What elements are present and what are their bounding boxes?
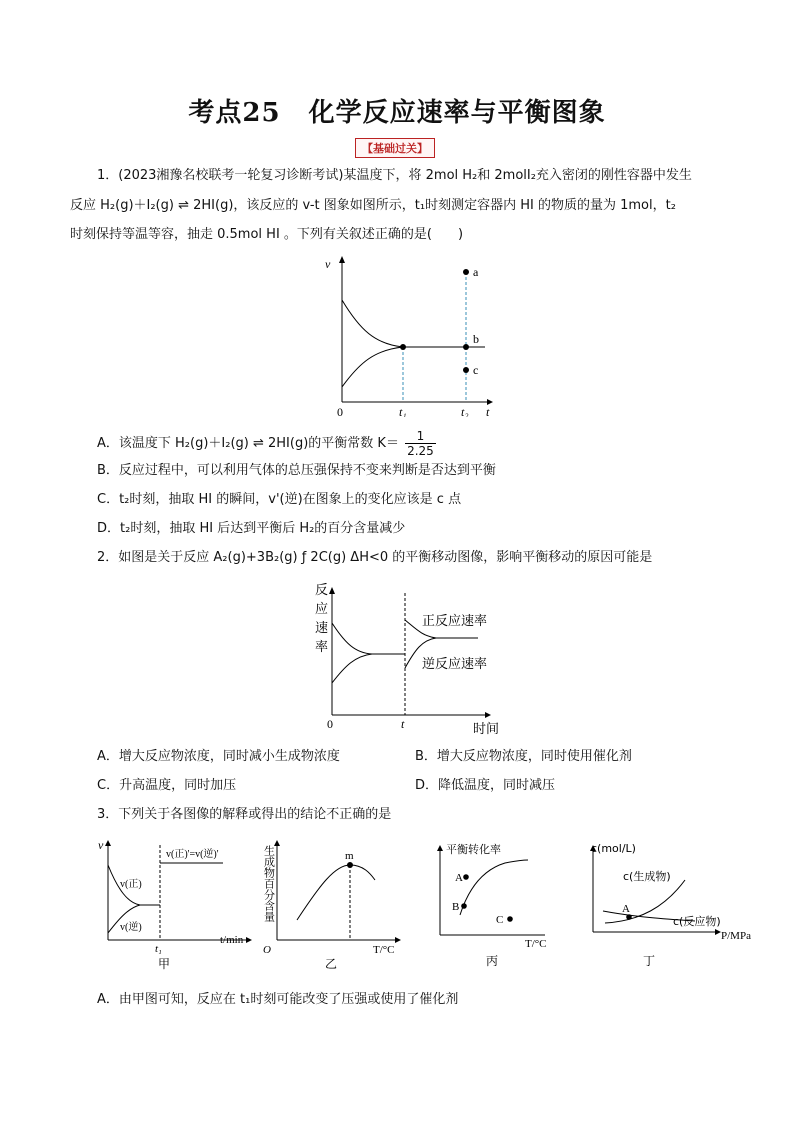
bing-curve bbox=[460, 860, 528, 915]
q2-reverse-before bbox=[332, 654, 372, 683]
q1-fraction-num: 1 bbox=[405, 429, 436, 444]
q2-option-c: C．升高温度，同时加压 bbox=[97, 778, 237, 793]
q1-reverse-curve bbox=[342, 347, 403, 387]
q3-option-a: A．由甲图可知，反应在 t₁时刻可能改变了压强或使用了催化剂 bbox=[97, 992, 459, 1007]
q1-line3: 时刻保持等温等容，抽走 0.5mol HI 。下列有关叙述正确的是( ) bbox=[70, 227, 464, 242]
q2-y-arrow bbox=[329, 587, 335, 594]
bing-b-label: B bbox=[452, 901, 460, 913]
q1-t1-label: t₁ bbox=[399, 405, 407, 417]
q1-label-a: a bbox=[473, 265, 479, 279]
q2-option-d: D．降低温度，同时减压 bbox=[415, 778, 556, 793]
jia-v-label: v bbox=[98, 838, 104, 852]
bing-c-label: C bbox=[496, 914, 504, 926]
bing-point-b bbox=[461, 903, 467, 909]
q2-x-label: 时间 bbox=[473, 721, 500, 736]
bing-caption: 丙 bbox=[486, 954, 499, 968]
q2-ylabel-1: 反 bbox=[315, 582, 329, 597]
ding-product-label: c(生成物) bbox=[623, 870, 671, 883]
q2-origin: 0 bbox=[327, 717, 333, 731]
jia-x-arrow bbox=[246, 937, 252, 943]
q1-option-a-text: A．该温度下 H₂(g)＋I₂(g) ⇌ 2HI(g)的平衡常数 K＝ bbox=[97, 436, 399, 451]
ding-point-a bbox=[626, 914, 632, 920]
q1-option-a-fraction bbox=[405, 429, 436, 458]
bing-point-c bbox=[507, 916, 513, 922]
q1-label-b: b bbox=[473, 332, 479, 346]
q1-option-c: C．t₂时刻，抽取 HI 的瞬间，v'(逆)在图象上的变化应该是 c 点 bbox=[97, 492, 462, 507]
q2-stem: 2．如图是关于反应 A₂(g)+3B₂(g) ƒ 2C(g) ΔH<0 的平衡移动图像，影响平衡移动的原因可能是 bbox=[97, 550, 653, 565]
q1-x-label: t bbox=[486, 405, 490, 417]
ding-caption: 丁 bbox=[643, 954, 656, 968]
q3-figure-bing bbox=[430, 835, 560, 975]
jia-eq-label: v(正)'=v(逆)' bbox=[166, 849, 219, 860]
q2-option-a: A．增大反应物浓度，同时减小生成物浓度 bbox=[97, 749, 340, 764]
q1-origin: 0 bbox=[337, 405, 343, 417]
ding-y-label: c(mol/L) bbox=[591, 842, 636, 855]
jia-vni-label: v(逆) bbox=[120, 922, 142, 933]
q2-ylabel-2: 应 bbox=[315, 601, 329, 616]
q3-stem: 3．下列关于各图像的解释或得出的结论不正确的是 bbox=[97, 807, 392, 822]
yi-curve bbox=[297, 865, 375, 920]
jia-t1-label: t₁ bbox=[155, 943, 162, 955]
q1-point-a bbox=[463, 269, 469, 275]
yi-origin: O bbox=[263, 944, 271, 956]
title-prefix: 考点25 bbox=[188, 98, 281, 128]
q1-t2-label: t₂ bbox=[461, 405, 469, 417]
q1-label-c: c bbox=[473, 363, 479, 377]
ding-reactant-label: c(反应物) bbox=[673, 915, 721, 928]
bing-point-a bbox=[463, 874, 469, 880]
q2-ylabel-3: 速 bbox=[315, 620, 329, 635]
jia-vzheng-label: v(正) bbox=[120, 879, 142, 890]
jia-y-arrow bbox=[105, 840, 111, 846]
q1-vt-figure bbox=[315, 252, 505, 417]
q2-ylabel-4: 率 bbox=[315, 639, 329, 654]
ding-a-label: A bbox=[622, 903, 630, 915]
yi-point-m bbox=[347, 862, 353, 868]
q3-figure-yi bbox=[255, 835, 405, 975]
q1-fraction-den: 2.25 bbox=[407, 444, 434, 458]
q1-option-b: B．反应过程中，可以利用气体的总压强保持不变来判断是否达到平衡 bbox=[97, 463, 496, 478]
q2-option-b: B．增大反应物浓度，同时使用催化剂 bbox=[415, 749, 632, 764]
yi-y-label: 生成物百分含量 bbox=[262, 845, 276, 922]
yi-x-arrow bbox=[395, 937, 401, 943]
q2-rate-figure bbox=[310, 578, 520, 738]
q1-point-t1 bbox=[400, 344, 406, 350]
bing-a-label: A bbox=[455, 872, 463, 884]
bing-y-label: 平衡转化率 bbox=[446, 843, 501, 856]
jia-caption: 甲 bbox=[158, 957, 171, 971]
q2-forward-label: 正反应速率 bbox=[422, 613, 488, 628]
q2-t-label: t bbox=[401, 717, 405, 731]
page-title bbox=[0, 92, 794, 129]
yi-m-label: m bbox=[345, 850, 354, 862]
q1-line2: 反应 H₂(g)＋I₂(g) ⇌ 2HI(g)，该反应的 v-t 图象如图所示，t₁时刻测定容器内 HI 的物质的量为 1mol，t₂ bbox=[70, 198, 676, 213]
q1-option-a bbox=[97, 429, 436, 458]
q3-figure-jia bbox=[98, 835, 258, 975]
q1-point-b bbox=[463, 344, 469, 350]
bing-x-label: T/°C bbox=[525, 938, 547, 950]
q2-x-arrow bbox=[485, 712, 491, 718]
ding-x-label: P/MPa bbox=[721, 930, 751, 942]
q1-point-c bbox=[463, 367, 469, 373]
yi-x-label: T/°C bbox=[373, 944, 395, 956]
q2-forward-before bbox=[332, 623, 372, 654]
section-badge: 【基础过关】 bbox=[355, 138, 435, 158]
q1-line1: 1．(2023湘豫名校联考一轮复习诊断考试)某温度下，将 2mol H₂和 2molI₂充入密闭的刚性容器中发生 bbox=[97, 168, 692, 183]
bing-y-arrow bbox=[437, 845, 443, 851]
q1-y-label: v bbox=[325, 257, 331, 271]
q1-y-arrow bbox=[339, 256, 345, 263]
q1-forward-curve bbox=[342, 300, 403, 347]
q1-option-d: D．t₂时刻，抽取 HI 后达到平衡后 H₂的百分含量减少 bbox=[97, 521, 406, 536]
q3-figure-ding bbox=[585, 835, 765, 975]
yi-caption: 乙 bbox=[325, 957, 338, 971]
title-main: 化学反应速率与平衡图象 bbox=[308, 98, 606, 128]
jia-x-label: t/min bbox=[220, 934, 244, 946]
q2-reverse-label: 逆反应速率 bbox=[422, 656, 488, 671]
